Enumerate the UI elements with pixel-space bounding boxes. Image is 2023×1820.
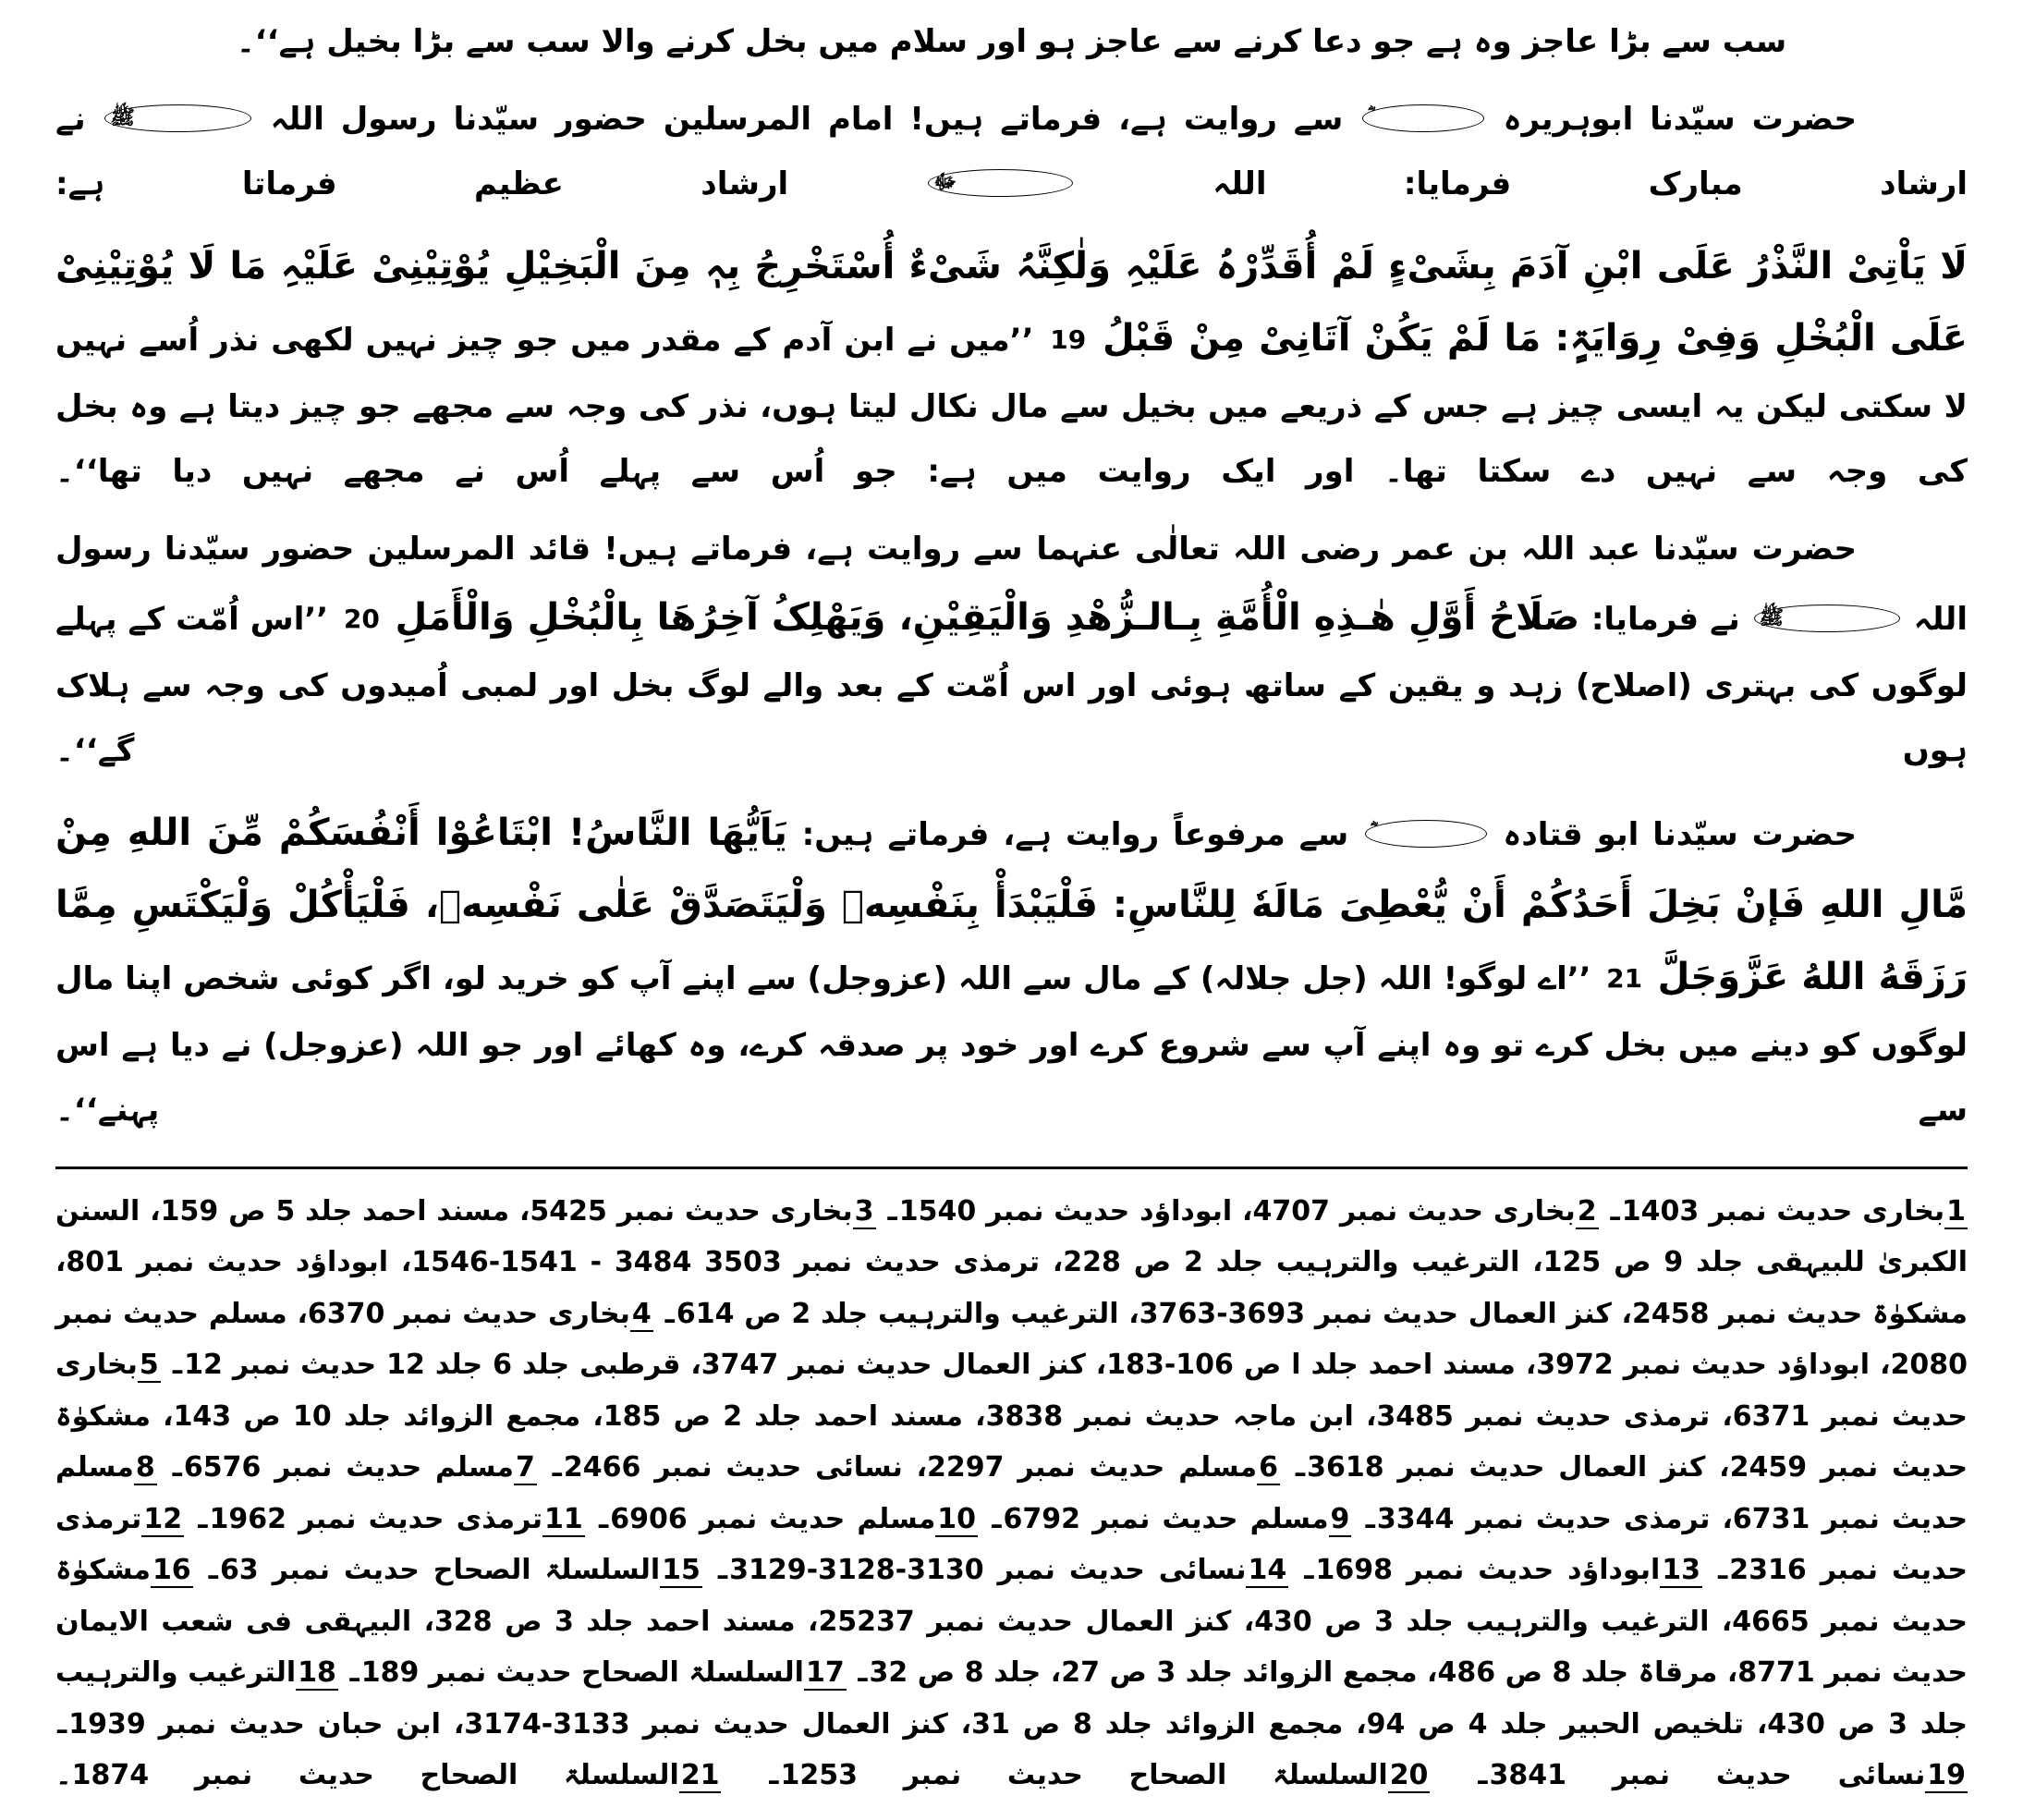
reference-number: 4	[631, 1297, 652, 1330]
reference-item	[210, 1503, 585, 1537]
hadith-number-20: 20	[343, 604, 380, 635]
reference-separator: ـ	[717, 1554, 728, 1587]
reference-text: بخاری حدیث نمبر 5425، مسند احمد جلد 5 ص 159، السنن الکبریٰ للبیہقی جلد 9 ص 125، الترغیب والترہیب جلد 2 ص 228، ترمذی حدیث نمبر 3503 3484 - 1541-1546، ابوداؤد حدیث نمبر 801، مشکوٰۃ حدیث نمبر 2458، کنز العمال حدیث نمبر 3693-3763، الترغیب والترہیب جلد 2 ص 614	[55, 1194, 1968, 1330]
arabic-text-21: یَاَیُّهَا النَّاسُ! ابْتَاعُوْا أَنْفُسَکُمْ مِّنَ اللهِ مِنْ مَّالِ اللهِ فَإنْ بَخِلَ أَحَدُکُمْ أَنْ یُّعْطِیَ مَالَهٗ لِلنَّاسِ: فَلْیَبْدَأْ بِنَفْسِهٖ وَلْیَتَصَدَّقْ عَلٰی نَفْسِهٖ، فَلْیَأْکُلْ وَلْیَکْتَسِ مِمَّا رَزَقَهُ اللهُ عَزَّوَجَلَّ	[55, 811, 1968, 998]
reference-item	[220, 1554, 702, 1588]
reference-text: الترغیب والترہیب جلد 3 ص 430، تلخیص الحبیر جلد 4 ص 94، مجمع الزوائد جلد 8 ص 31، کنز العمال حدیث نمبر 3133-3174، ابن حبان حدیث نمبر 1939	[55, 1656, 1968, 1741]
reference-number: 9	[1330, 1502, 1350, 1535]
reference-separator: ـ	[769, 1759, 779, 1792]
reference-separator: ـ	[198, 1502, 208, 1535]
document-body	[55, 9, 1968, 1142]
hadith-arabic-19	[55, 230, 1968, 504]
reference-separator: ـ	[172, 1451, 182, 1484]
reference-text: مسلم حدیث نمبر 6792	[1003, 1502, 1329, 1535]
hadith-block-21	[55, 797, 1968, 1142]
narration-intro2-19: نے ارشاد مبارک فرمایا: اللہ	[55, 101, 1968, 203]
reference-item	[729, 1554, 1288, 1588]
reference-number: 10	[937, 1502, 977, 1535]
reference-separator: ـ	[172, 1349, 183, 1382]
reference-separator: ـ	[552, 1451, 562, 1484]
reference-separator: ـ	[349, 1656, 360, 1690]
reference-text: مسلم حدیث نمبر 6906	[610, 1502, 936, 1535]
narration-intro3-19: ارشاد عظیم فرماتا ہے:	[55, 165, 789, 203]
reference-text: بخاری حدیث نمبر 4707، ابوداؤد حدیث نمبر 1540	[898, 1194, 1576, 1228]
reference-text: ترمذی حدیث نمبر 2316	[55, 1502, 1968, 1587]
narration-intro-21: سے مرفوعاً روایت ہے، فرماتے ہیں:	[801, 815, 1349, 853]
reference-text: السلسلۃ الصحاح حدیث نمبر 63	[219, 1554, 661, 1587]
narrator-name-19: حضرت سیّدنا ابوہریرہ	[1503, 101, 1858, 139]
reference-text: ابوداؤد حدیث نمبر 1698	[1315, 1554, 1661, 1587]
reference-item	[1489, 1759, 1968, 1793]
reference-text: مسلم حدیث نمبر 6731، ترمذی حدیث نمبر 3344	[55, 1451, 1968, 1535]
reference-item	[1622, 1195, 1968, 1229]
arabic-text-19: لَا یَاْتِیْ النَّذْرُ عَلَی ابْنِ آدَمَ بِشَیْءٍ لَمْ أُقَدِّرْہُ عَلَیْہِ وَلٰکِنَّہُ شَیْءٌ أُسْتَخْرِجُ بِہٖ مِنَ الْبَخِیْلِ یُوْتِیْنِیْ عَلَیْہِ مَا لَا یُوْتِیْنِیْ عَلَی الْبُخْلِ وَفِیْ رِوَایَۃٍ: مَا لَمْ یَکُنْ آتَانِیْ مِنْ قَبْلُ	[55, 244, 1968, 360]
reference-number: 2	[1577, 1194, 1597, 1228]
narrator-name-21: حضرت سیّدنا ابو قتادہ	[1503, 815, 1857, 853]
reference-text: مسلم حدیث نمبر 6576	[183, 1451, 514, 1484]
reference-separator: ـ	[1295, 1451, 1306, 1484]
reference-separator: ـ	[1365, 1502, 1375, 1535]
reference-text: بخاری حدیث نمبر 6370، مسلم حدیث نمبر 2080، ابوداؤد حدیث نمبر 3972، مسند احمد جلد ا ص 106-183، کنز العمال حدیث نمبر 3747، قرطبی جلد 6 جلد 12 حدیث نمبر 12	[55, 1297, 1968, 1382]
reference-text: بخاری حدیث نمبر 1403	[1621, 1194, 1945, 1228]
narration-intro-20: سے روایت ہے، فرماتے ہیں! قائد المرسلین حضور سیّدنا رسول اللہ	[55, 530, 1968, 639]
hadith-number-19: 19	[1050, 324, 1087, 355]
translation-text-19: ’’میں نے ابن آدم کے مقدر میں جو چیز نہیں لکھی نذر اُسے نہیں لا سکتی لیکن یہ ایسی چیز ہے جس کے ذریعے میں بخیل سے مال نکال لیتا ہوں، نذر کی وجہ سے مجھے جو چیز دیتا ہے وہ بخل کی وجہ سے نہیں دے سکتا تھا۔ اور ایک روایت میں ہے: جو اُس سے پہلے اُس نے مجھے نہیں دیا تھا‘‘۔	[55, 321, 1968, 490]
reference-item	[1315, 1554, 1702, 1588]
translation-text-20: ’’اس اُمّت کے پہلے لوگوں کی بہتری (اصلاح) زہد و یقین کے ساتھ ہوئی اور اس اُمّت کے بعد والے لوگ بخل اور لمبی اُمیدوں کی وجہ سے ہلاک ہوں گے‘‘۔	[55, 601, 1968, 770]
reference-item	[781, 1759, 1431, 1793]
reference-number: 5	[139, 1349, 159, 1382]
reference-number: 3	[854, 1194, 874, 1228]
reference-number: 15	[662, 1554, 701, 1587]
reference-number: 8	[135, 1451, 155, 1484]
narrator-name-20: حضرت سیّدنا عبد اللہ بن عمر رضی اللہ تعالٰی عنہما	[1036, 530, 1857, 568]
reference-text: نسائی حدیث نمبر 3841	[1489, 1759, 1926, 1792]
arabic-text-20: صَلَاحُ أَوَّلِ هٰـذِهِ الْأُمَّةِ بِـالـزُّهْدِ وَالْیَقِیْنِ، وَیَهْلِکُ آخِرُهَا بِالْبُخْلِ وَالْأَمَلِ	[395, 596, 1580, 640]
reference-number: 12	[143, 1502, 183, 1535]
narration-intro-19: سے روایت ہے، فرماتے ہیں! امام المرسلین حضور سیّدنا رسول اللہ	[270, 101, 1344, 139]
honorific-icon-azzawajal-19: ﷻ	[928, 169, 1073, 197]
reference-separator: ـ	[664, 1297, 675, 1330]
reference-number: 18	[298, 1656, 336, 1690]
reference-text: مسلم حدیث نمبر 2297، نسائی حدیث نمبر 2466	[563, 1451, 1258, 1484]
reference-text: ترمذی حدیث نمبر 1962	[209, 1502, 543, 1535]
honorific-icon-sallallahu-19: ﷺ	[104, 104, 251, 132]
reference-text: نسائی حدیث نمبر 3130-3128-3129	[729, 1554, 1247, 1587]
reference-number: 11	[544, 1502, 583, 1535]
top-line-text: سب سے بڑا عاجز وہ ہے جو دعا کرنے سے عاجز ہو اور سلام میں بخل کرنے والا سب سے بڑا بخیل ہے‘‘۔	[236, 23, 1787, 60]
references-list	[55, 1186, 1968, 1802]
reference-separator: ـ	[887, 1194, 897, 1228]
reference-number: 17	[805, 1656, 845, 1690]
reference-separator: ـ	[1478, 1759, 1488, 1792]
reference-text: مشکوٰۃ حدیث نمبر 4665، الترغیب والترہیب جلد 3 ص 430، کنز العمال حدیث نمبر 25237، مسند احمد جلد 3 ص 328، البیہقی فی شعب الایمان حدیث نمبر 8771، مرقاۃ جلد 8 ص 486، مجمع الزوائد جلد 3 ص 27، جلد 8 ص 32	[55, 1554, 1968, 1690]
reference-separator: ـ	[1718, 1554, 1728, 1587]
reference-separator: ـ	[1304, 1554, 1314, 1587]
reference-text: السلسلۃ الصحاح حدیث نمبر 1874۔	[55, 1759, 679, 1792]
reference-number: 13	[1662, 1554, 1701, 1587]
reference-number: 1	[1946, 1194, 1966, 1228]
reference-item	[899, 1195, 1599, 1229]
narration-intro2-20: نے فرمایا:	[1590, 601, 1740, 639]
hadith-block-20	[55, 517, 1968, 784]
hadith-number-21: 21	[1606, 962, 1643, 994]
reference-separator: ـ	[208, 1554, 218, 1587]
reference-item	[610, 1503, 978, 1537]
reference-number: 16	[152, 1554, 191, 1587]
reference-item	[361, 1656, 847, 1691]
reference-number: 6	[1259, 1451, 1278, 1484]
honorific-icon-radiallah-19	[1362, 104, 1484, 132]
reference-separator: ـ	[598, 1502, 609, 1535]
honorific-icon-radiallah-21	[1365, 820, 1487, 848]
reference-separator: ـ	[1610, 1194, 1620, 1228]
reference-item	[1003, 1503, 1351, 1537]
reference-item	[55, 1759, 721, 1793]
reference-number: 19	[1927, 1759, 1966, 1792]
reference-separator: ـ	[858, 1656, 868, 1690]
reference-number: 7	[515, 1451, 535, 1484]
honorific-icon-sallallahu-20: ﷺ	[1754, 605, 1901, 632]
reference-separator: ـ	[992, 1502, 1002, 1535]
reference-item	[184, 1451, 537, 1485]
reference-separator: ـ	[57, 1707, 67, 1741]
reference-number: 20	[1389, 1759, 1429, 1792]
references-section	[55, 1186, 1968, 1802]
reference-text: السلسلۃ الصحاح حدیث نمبر 189	[360, 1656, 804, 1690]
footnote-divider	[55, 1167, 1968, 1169]
translation-text-21: ’’اے لوگو! اللہ (جل جلالہ) کے مال سے اللہ (عزوجل) سے اپنے آپ کو خرید لو، اگر کوئی شخص اپنا مال لوگوں کو دینے میں بخل کرے تو وہ اپنے آپ سے شروع کرے اور خود پر صدقہ کرے، وہ کھائے اور جو اللہ (عزوجل) نے دیا ہے اس سے پہنے‘‘۔	[55, 959, 1968, 1129]
reference-item	[564, 1451, 1280, 1485]
top-continuation-line	[55, 9, 1968, 74]
hadith-block-19	[55, 87, 1968, 216]
reference-text: السلسلۃ الصحاح حدیث نمبر 1253	[780, 1759, 1388, 1792]
reference-number: 14	[1248, 1554, 1287, 1587]
reference-text: بخاری حدیث نمبر 6371، ترمذی حدیث نمبر 3485، ابن ماجہ حدیث نمبر 3838، مسند احمد جلد 2 ص 185، مجمع الزوائد جلد 10 ص 143، مشکوٰۃ حدیث نمبر 2459، کنز العمال حدیث نمبر 3618	[55, 1349, 1968, 1484]
reference-number: 21	[680, 1759, 720, 1792]
